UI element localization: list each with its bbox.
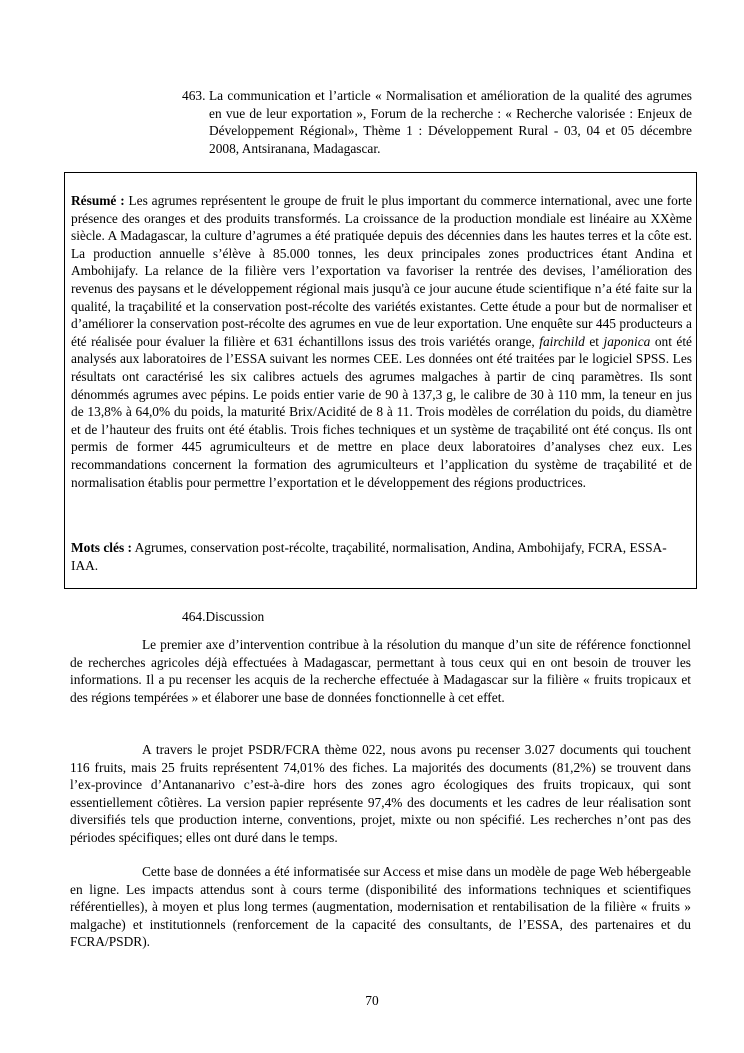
list-item-463 bbox=[182, 87, 692, 157]
item-text: La communication et l’article « Normalisation et amélioration de la qualité des agrumes en vue de leur exportation », Forum de la recherche : « Recherche valorisée : Enjeux de Développement Régional», Thème 1 : Développement Rural - 03, 04 et 05 décembre 2008, Antsiranana, Madagascar. bbox=[209, 88, 692, 156]
paragraph: Le premier axe d’intervention contribue à la résolution du manque d’un site de référence fonctionnel de recherches agricoles déjà effectuées à Madagascar, permettant à tous ceux qui en ont besoin de trouver les informations. Il a pu recenser les acquis de la recherche effectuée à Madagascar sur la filière « fruits tropicaux et des régions tempérées » et élaborer une base de données fonctionnelle à cet effet. bbox=[70, 637, 691, 705]
abstract-body-c: ont été analysés aux laboratoires de l’ESSA suivant les normes CEE. Les données ont été traitées par le logiciel SPSS. Les résultats ont caractérisé les six calibres actuels des agrumes malgaches à partir de cinq paramètres. Ils sont dénommés agrumes avec pépins. Le poids entier varie de 90 à 137,3 g, le calibre de 30 à 110 mm, la teneur en jus de 13,8% à 64,0% du poids, la maturité Brix/Acidité de 8 à 11. Trois modèles de corrélation du poids, du diamètre et de l’hauteur des fruits ont été établis. Trois fiches techniques et un système de traçabilité ont été conçus. Ils ont permis de former 445 agrumiculteurs et de mettre en place deux laboratoires d’analyses chez eux. Les recommandations concernent la formation des agrumiculteurs et l’application du système de traçabilité et de normalisation établis pour permettre l’exportation et le développement des régions productrices. bbox=[71, 333, 693, 490]
abstract-italic-japonica: japonica bbox=[603, 333, 651, 349]
abstract-body-a: Les agrumes représentent le groupe de fruit le plus important du commerce international, avec une forte présence des oranges et des produits transformés. La croissance de la production mondiale est linéaire au XXème siècle. A Madagascar, la culture d’agrumes a été pratiquée depuis des décennies dans les hautes terres et la côte est. La production annuelle s’élève à 85.000 tonnes, les deux principales zones productrices étant Andina et Ambohijafy. La relance de la filière vers l’exportation va favoriser la rentrée des devises, l’amélioration des revenus des paysans et le développement régional mais jusqu'à ce jour aucune étude scientifique n’a été faite sur la qualité, la traçabilité et la conservation post-récolte des variétés existantes. Cette étude a pour but de normaliser et d’améliorer la conservation post-récolte des agrumes en vue de leur exportation. Une enquête sur 445 producteurs a été réalisée pour évaluer la filière et 631 échantillons issus des trois variétés orange, bbox=[71, 193, 692, 349]
keywords bbox=[71, 539, 692, 574]
keywords-text: Agrumes, conservation post-récolte, traçabilité, normalisation, Andina, Ambohijafy, FCRA, ESSA-IAA. bbox=[71, 540, 667, 573]
item-number: 463. bbox=[182, 88, 206, 103]
paragraph: A travers le projet PSDR/FCRA thème 022, nous avons pu recenser 3.027 documents qui touchent 116 fruits, mais 25 fruits représentent 74,01% des fiches. La majorités des documents (81,2%) se trouvent dans l’ex-province d’Antananarivo c’est-à-dire hors des zones agro écologiques des fruits tropicaux, qui sont essentiellement côtières. La version papier représente 97,4% des documents et les cadres de leur réalisation sont diversifiés tels que production interne, conventions, projet, mixte ou non spécifié. Les recherches n’ont pas des périodes spécifiques; elles ont duré dans le temps. bbox=[70, 742, 691, 845]
abstract-box bbox=[64, 172, 697, 589]
abstract-text bbox=[71, 192, 692, 491]
abstract-italic-fairchild: fairchild bbox=[539, 333, 585, 349]
paragraph: Cette base de données a été informatisée sur Access et mise dans un modèle de page Web hébergeable en ligne. Les impacts attendus sont à cours terme (disponibilité des informations techniques et scientifiques référentielles), à moyen et plus long termes (augmentation, modernisation et rentabilisation de la filière « fruits » malgache) et institutionnels (renforcement de la capacité des consultants, de l’ESSA, des partenaires et du FCRA/PSDR). bbox=[70, 864, 691, 950]
abstract-body-b: et bbox=[584, 333, 604, 349]
section-heading-discussion bbox=[182, 608, 264, 626]
section-title: Discussion bbox=[205, 609, 265, 624]
section-number: 464. bbox=[182, 609, 206, 624]
abstract-label: Résumé : bbox=[71, 193, 125, 208]
page-number: 70 bbox=[365, 993, 379, 1008]
keywords-label: Mots clés : bbox=[71, 540, 132, 555]
